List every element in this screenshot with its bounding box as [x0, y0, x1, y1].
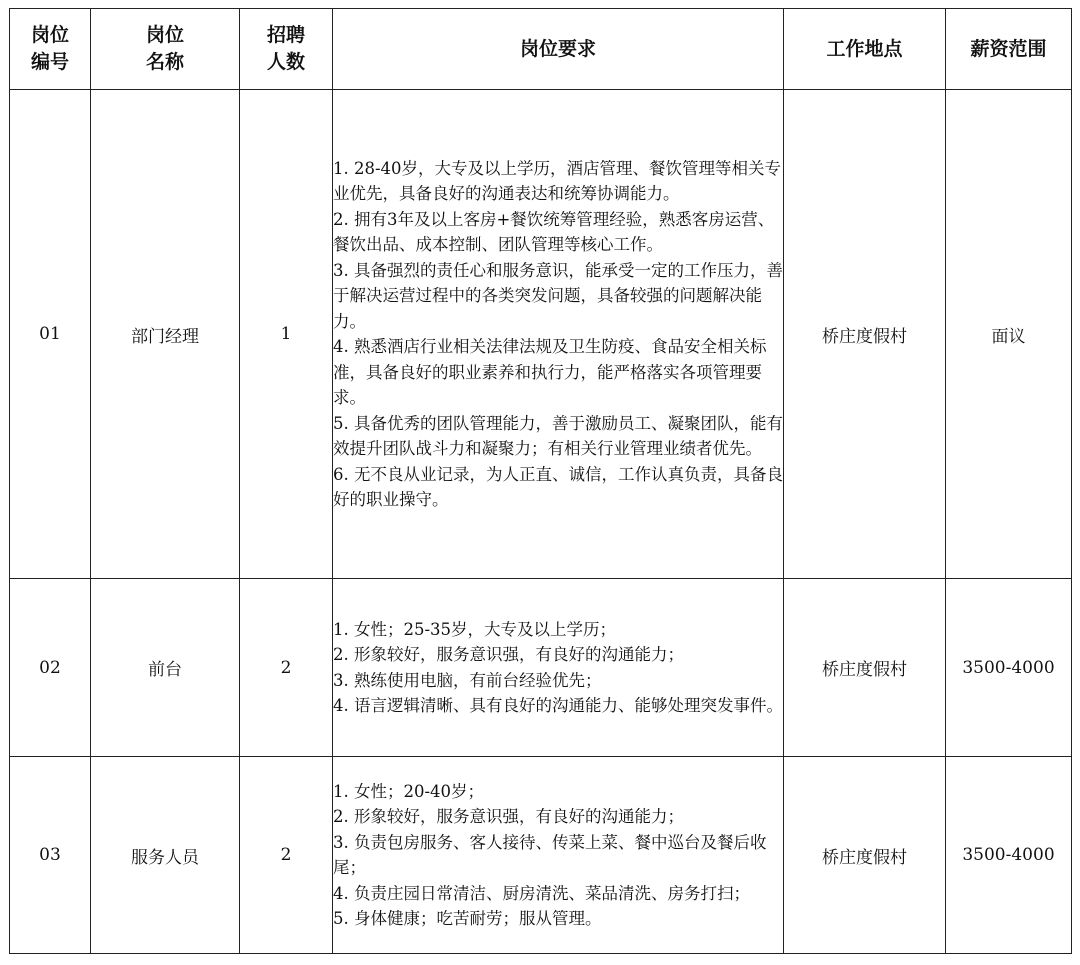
cell-job-id: 01: [10, 90, 91, 579]
header-location: 工作地点: [784, 9, 946, 90]
cell-location: 桥庄度假村: [784, 90, 946, 579]
header-job-name: [91, 9, 240, 90]
cell-headcount: 2: [240, 757, 333, 954]
header-headcount-line-1: 招聘: [266, 24, 305, 46]
requirement-item: 1. 女性；25-35岁，大专及以上学历；: [333, 619, 617, 639]
header-job-id-line-2: 编号: [30, 51, 69, 73]
requirement-item: 2. 形象较好，服务意识强，有良好的沟通能力；: [333, 807, 684, 826]
cell-requirements: [333, 757, 784, 954]
header-headcount: [240, 9, 333, 90]
requirement-item: 3. 负责包房服务、客人接待、传菜上菜、餐中巡台及餐后收尾；: [333, 832, 767, 877]
cell-job-id: 03: [10, 757, 91, 954]
cell-location: 桥庄度假村: [784, 579, 946, 757]
cell-job-name: 服务人员: [91, 757, 240, 954]
requirement-item: 3. 具备强烈的责任心和服务意识，能承受一定的工作压力，善于解决运营过程中的各类突发问题，具备较强的问题解决能力。: [333, 260, 783, 331]
header-job-name-line-2: 名称: [145, 51, 184, 73]
requirement-item: 2. 形象较好，服务意识强，有良好的沟通能力；: [333, 645, 684, 664]
requirement-item: 4. 熟悉酒店行业相关法律法规及卫生防疫、食品安全相关标准，具备良好的职业素养和执行力，能严格落实各项管理要求。: [333, 337, 767, 407]
table-row: [10, 579, 1072, 757]
cell-job-name: 前台: [91, 579, 240, 757]
cell-headcount: 1: [240, 90, 333, 579]
requirement-item: 4. 负责庄园日常清洁、厨房清洗、菜品清洗、房务打扫；: [333, 883, 750, 903]
requirement-item: 1. 28-40岁，大专及以上学历，酒店管理、餐饮管理等相关专业优先，具备良好的沟通表达和统筹协调能力。: [333, 158, 782, 203]
cell-requirements: [333, 90, 784, 579]
cell-salary: 面议: [946, 90, 1072, 579]
header-job-id-line-1: 岗位: [30, 24, 69, 46]
table-row: [10, 90, 1072, 579]
requirement-item: 5. 身体健康；吃苦耐劳；服从管理。: [333, 909, 602, 928]
requirement-item: 5. 具备优秀的团队管理能力，善于激励员工、凝聚团队，能有效提升团队战斗力和凝聚力；有相关行业管理业绩者优先。: [333, 413, 783, 458]
requirement-item: 3. 熟练使用电脑，有前台经验优先；: [333, 670, 602, 690]
cell-location: 桥庄度假村: [784, 757, 946, 954]
requirement-item: 2. 拥有3年及以上客房+餐饮统筹管理经验，熟悉客房运营、餐饮出品、成本控制、团队管理等核心工作。: [333, 209, 775, 254]
cell-salary: 3500-4000: [946, 757, 1072, 954]
table-header-row: [10, 9, 1072, 90]
header-requirements: 岗位要求: [333, 9, 784, 90]
header-headcount-line-2: 人数: [266, 51, 305, 73]
requirement-item: 1. 女性；20-40岁；: [333, 781, 485, 801]
requirement-item: 4. 语言逻辑清晰、具有良好的沟通能力、能够处理突发事件。: [333, 696, 783, 715]
cell-salary: 3500-4000: [946, 579, 1072, 757]
cell-requirements: [333, 579, 784, 757]
cell-job-name: 部门经理: [91, 90, 240, 579]
header-salary: 薪资范围: [946, 9, 1072, 90]
table-row: [10, 757, 1072, 954]
requirement-item: 6. 无不良从业记录，为人正直、诚信，工作认真负责，具备良好的职业操守。: [333, 464, 783, 509]
cell-job-id: 02: [10, 579, 91, 757]
cell-headcount: 2: [240, 579, 333, 757]
job-listing-table: [9, 8, 1072, 954]
header-job-name-line-1: 岗位: [145, 24, 184, 46]
header-job-id: [10, 9, 91, 90]
